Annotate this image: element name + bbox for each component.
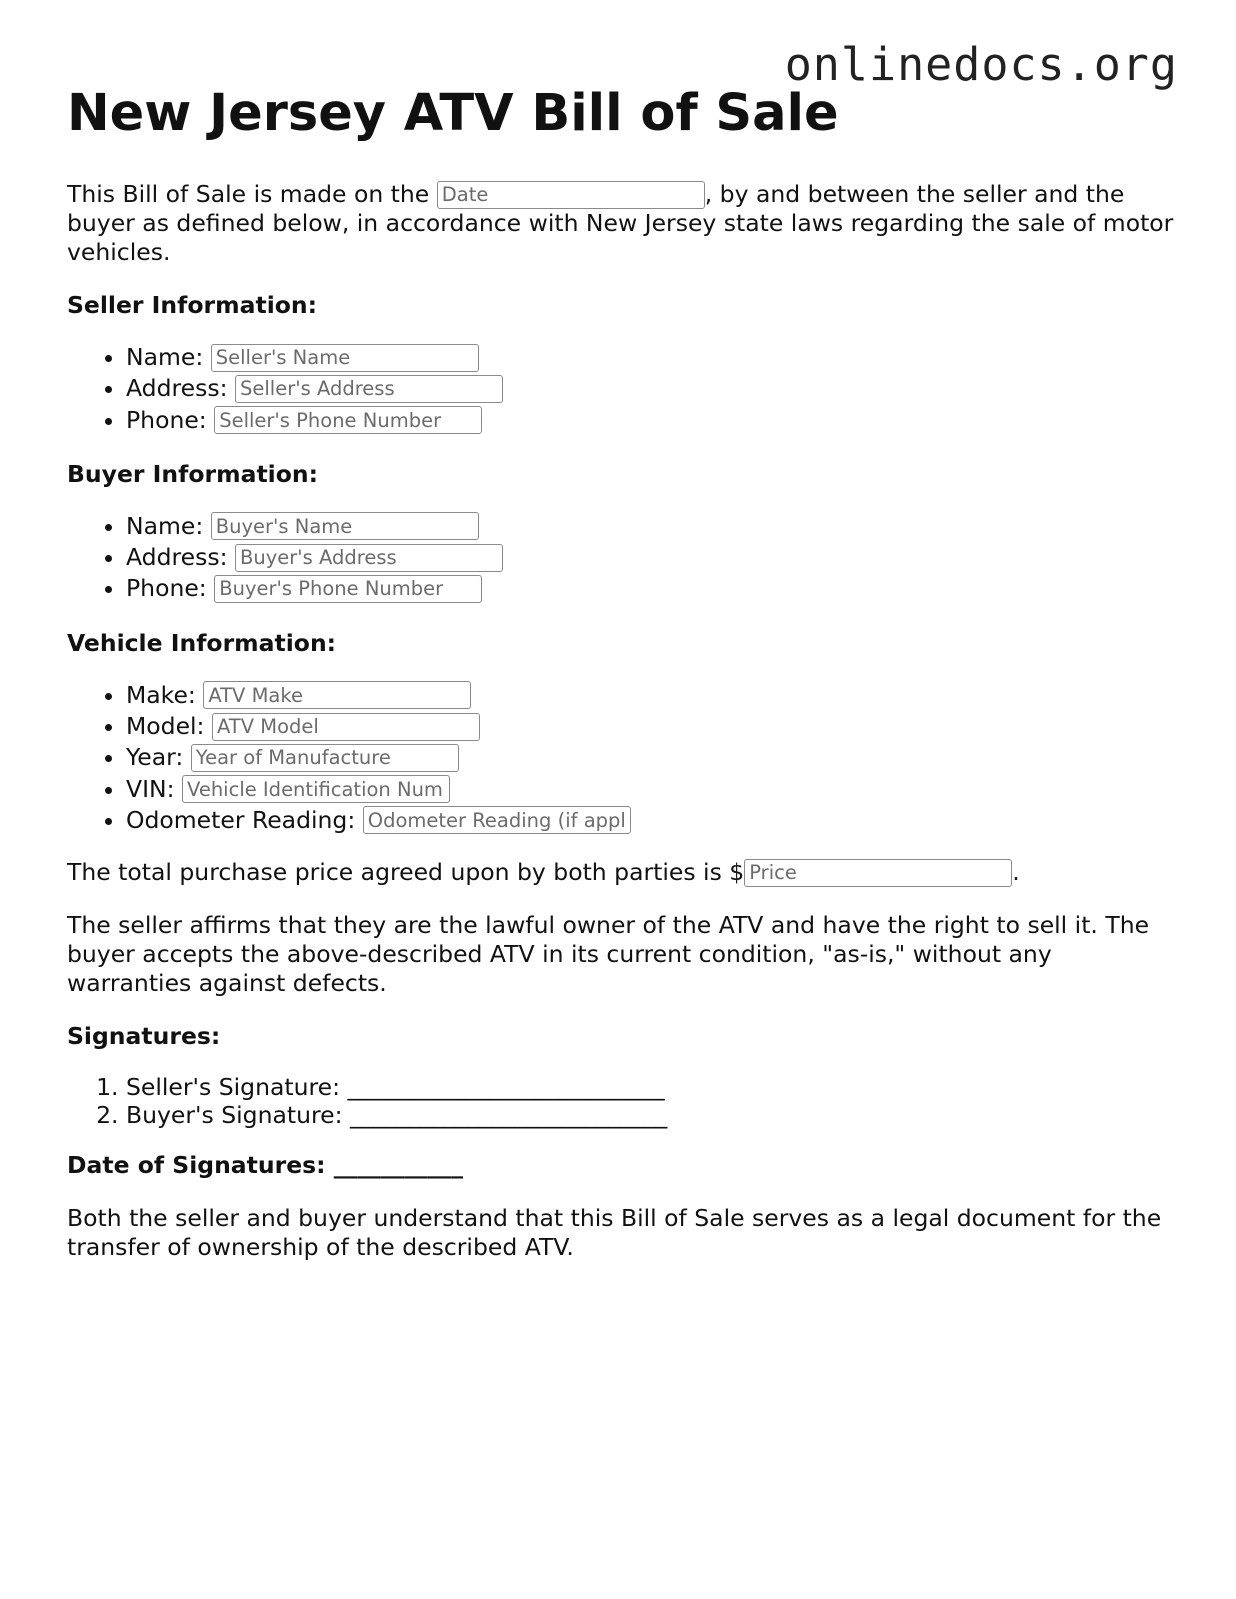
price-paragraph (67, 858, 1177, 887)
buyer-phone-label: Phone: (126, 574, 207, 603)
buyer-phone-input[interactable] (214, 575, 482, 603)
price-text-after: . (1012, 858, 1020, 887)
list-item (126, 742, 1177, 773)
date-of-signatures: Date of Signatures: ___________ (67, 1151, 463, 1180)
page-title: New Jersey ATV Bill of Sale (67, 84, 839, 143)
sale-date-input[interactable] (437, 181, 705, 209)
vehicle-vin-label: VIN: (126, 774, 175, 803)
vehicle-year-label: Year: (126, 743, 184, 772)
seller-address-label: Address: (126, 374, 228, 403)
price-text-before: The total purchase price agreed upon by both parties is $ (67, 858, 745, 887)
vehicle-vin-input[interactable] (182, 775, 450, 803)
buyer-info-list (67, 511, 1177, 605)
closing-paragraph: Both the seller and buyer understand that this Bill of Sale serves as a legal document for the transfer of ownership of the described ATV. (67, 1204, 1162, 1262)
seller-info-list (67, 342, 1177, 436)
list-item (126, 405, 1177, 436)
list-item (126, 373, 1177, 404)
buyer-name-label: Name: (126, 511, 204, 540)
vehicle-model-input[interactable] (212, 713, 480, 741)
vehicle-model-label: Model: (126, 712, 205, 741)
buyer-name-input[interactable] (211, 512, 479, 540)
list-item (126, 342, 1177, 373)
intro-text-before: This Bill of Sale is made on the (67, 180, 437, 208)
site-watermark: onlinedocs.org (784, 38, 1178, 91)
document-body (67, 80, 1177, 1262)
seller-signature-line: 1. Seller's Signature: ___________________________ (126, 1073, 1177, 1101)
buyer-address-label: Address: (126, 543, 228, 572)
list-item (126, 774, 1177, 805)
list-item (126, 511, 1177, 542)
list-item (126, 680, 1177, 711)
affirmation-paragraph: The seller affirms that they are the lawful owner of the ATV and have the right to sell it. The buyer accepts the above-described ATV in its current condition, "as-is," without any warranties against defects. (67, 911, 1150, 998)
buyer-signature-line: 2. Buyer's Signature: ___________________________ (126, 1101, 1177, 1129)
vehicle-odometer-input[interactable] (363, 806, 631, 834)
signatures-heading: Signatures: (67, 1022, 221, 1051)
list-item (126, 542, 1177, 573)
vehicle-info-list (67, 680, 1177, 836)
signatures-list (67, 1073, 1177, 1129)
price-input[interactable] (744, 859, 1012, 887)
seller-phone-label: Phone: (126, 405, 207, 434)
vehicle-make-input[interactable] (203, 681, 471, 709)
vehicle-heading: Vehicle Information: (67, 628, 337, 657)
buyer-heading: Buyer Information: (67, 459, 319, 488)
seller-phone-input[interactable] (214, 406, 482, 434)
list-item (126, 573, 1177, 604)
buyer-address-input[interactable] (235, 544, 503, 572)
list-item (126, 805, 1177, 836)
seller-name-input[interactable] (211, 344, 479, 372)
seller-name-label: Name: (126, 343, 204, 371)
vehicle-make-label: Make: (126, 680, 196, 709)
intro-text-after: , by and between the seller and the buyer as defined below, in accordance with New Jersey state laws regarding the sale of motor vehicles. (67, 180, 1174, 266)
list-item (126, 711, 1177, 742)
vehicle-odometer-label: Odometer Reading: (126, 805, 356, 834)
seller-heading: Seller Information: (67, 291, 318, 319)
vehicle-year-input[interactable] (191, 744, 459, 772)
seller-address-input[interactable] (235, 375, 503, 403)
intro-paragraph (67, 180, 1177, 267)
